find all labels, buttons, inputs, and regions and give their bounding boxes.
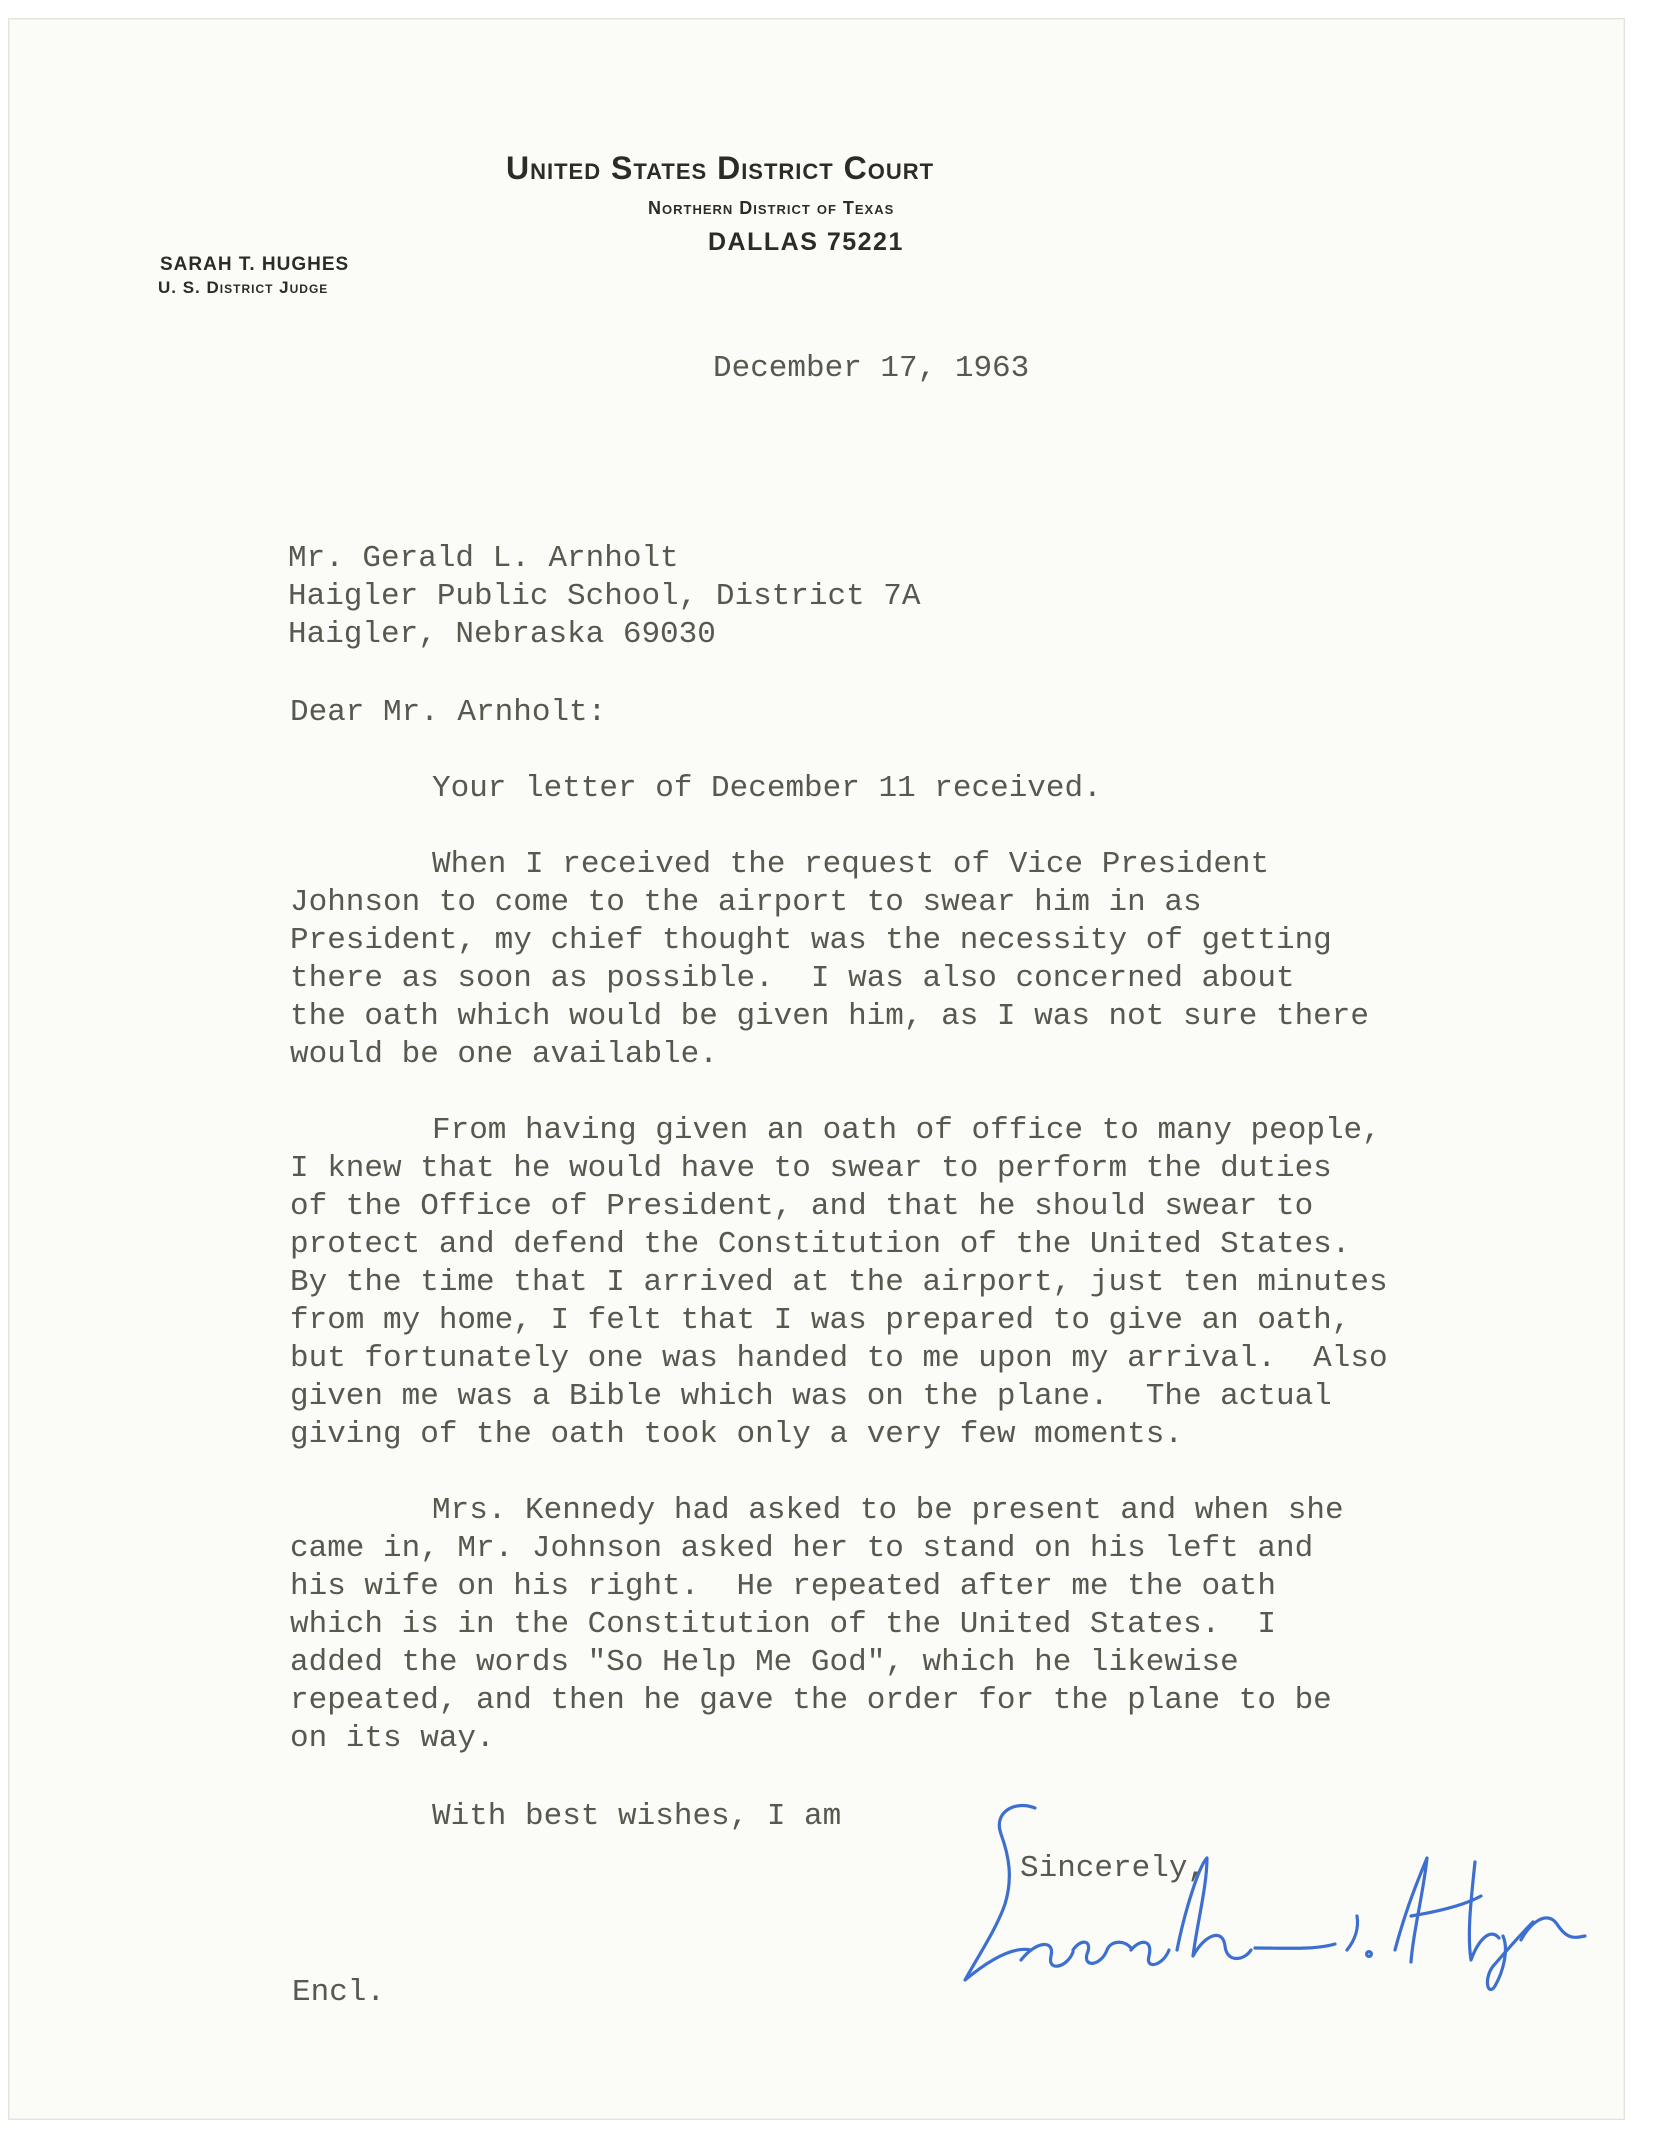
- judge-title: U. S. District Judge: [158, 278, 329, 297]
- paragraph-1: Your letter of December 11 received.: [432, 771, 1102, 806]
- court-name: United States District Court: [506, 150, 935, 186]
- text-line: By the time that I arrived at the airport, just ten minutes: [290, 1265, 1388, 1300]
- text-line: given me was a Bible which was on the plane. The actual: [290, 1379, 1332, 1414]
- text-line: added the words "So Help Me God", which he likewise: [290, 1645, 1239, 1680]
- paragraph-2: [290, 884, 1369, 1074]
- enclosure-note: Encl.: [292, 1975, 386, 2010]
- closing-line: With best wishes, I am: [432, 1799, 842, 1834]
- paragraph-4-first-line: Mrs. Kennedy had asked to be present and when she: [432, 1493, 1344, 1528]
- paragraph-3: [290, 1150, 1388, 1454]
- recipient-line: Haigler Public School, District 7A: [288, 579, 921, 614]
- text-line: but fortunately one was handed to me upon my arrival. Also: [290, 1341, 1388, 1376]
- letterhead: [0, 0, 1659, 320]
- text-line: giving of the oath took only a very few moments.: [290, 1417, 1183, 1452]
- text-line: from my home, I felt that I was prepared to give an oath,: [290, 1303, 1351, 1338]
- court-district: Northern District of Texas: [648, 198, 895, 218]
- recipient-address: [288, 540, 921, 654]
- handwritten-signature: [955, 1800, 1595, 2000]
- letter-date: December 17, 1963: [713, 351, 1030, 386]
- text-line: protect and defend the Constitution of the United States.: [290, 1227, 1351, 1262]
- text-line: came in, Mr. Johnson asked her to stand on his left and: [290, 1531, 1314, 1566]
- text-line: President, my chief thought was the necessity of getting: [290, 923, 1332, 958]
- text-line: repeated, and then he gave the order for the plane to be: [290, 1683, 1332, 1718]
- text-line: his wife on his right. He repeated after me the oath: [290, 1569, 1276, 1604]
- text-line: which is in the Constitution of the United States. I: [290, 1607, 1276, 1642]
- sign-off: Sincerely,: [1020, 1851, 1207, 1886]
- paragraph-3-first-line: From having given an oath of office to many people,: [432, 1113, 1381, 1148]
- salutation: Dear Mr. Arnholt:: [290, 695, 607, 730]
- text-line: I knew that he would have to swear to perform the duties: [290, 1151, 1332, 1186]
- paragraph-2-first-line: When I received the request of Vice President: [432, 847, 1270, 882]
- recipient-line: Mr. Gerald L. Arnholt: [288, 541, 679, 576]
- judge-name: SARAH T. HUGHES: [160, 254, 350, 275]
- text-line: of the Office of President, and that he should swear to: [290, 1189, 1314, 1224]
- text-line: there as soon as possible. I was also concerned about: [290, 961, 1295, 996]
- text-line: Johnson to come to the airport to swear him in as: [290, 885, 1202, 920]
- recipient-line: Haigler, Nebraska 69030: [288, 617, 716, 652]
- text-line: the oath which would be given him, as I was not sure there: [290, 999, 1369, 1034]
- text-line: on its way.: [290, 1721, 495, 1756]
- text-line: would be one available.: [290, 1037, 718, 1072]
- paragraph-4: [290, 1530, 1332, 1758]
- court-city: DALLAS 75221: [708, 228, 904, 256]
